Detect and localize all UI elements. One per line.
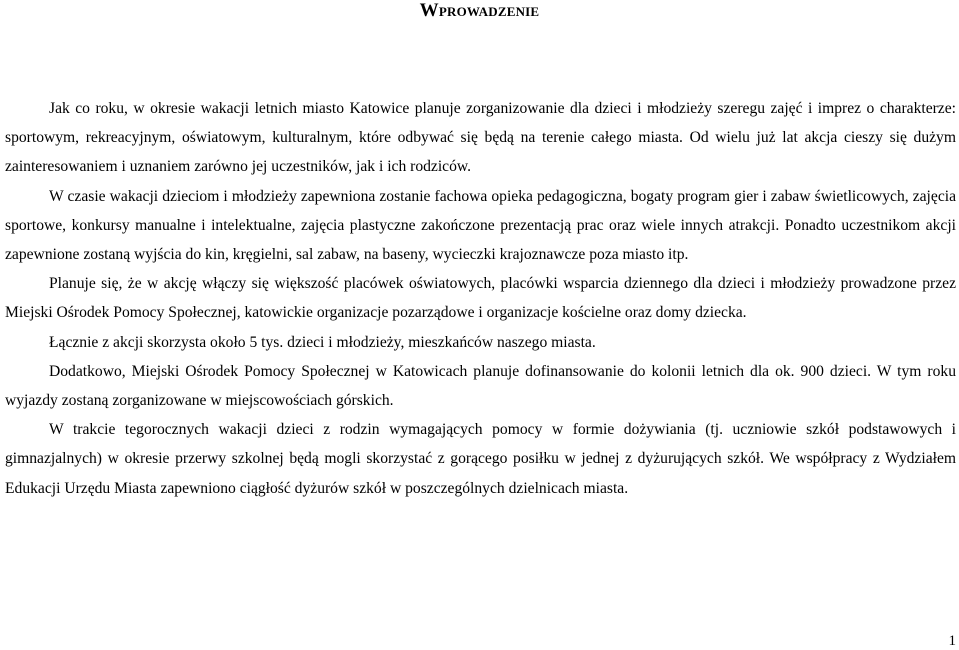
- paragraph-activities: W czasie wakacji dzieciom i młodzieży zapewniona zostanie fachowa opieka pedagogiczna, bogaty program gier i zabaw świetlicowych, zajęcia sportowe, konkursy manualne i intelektualne, zajęcia plastyczne zakończone prezentacją prac oraz wiele innych atrakcji. Ponadto uczestnikom akcji zapewnione zostaną wyjścia do kin, kręgielni, sal zabaw, na baseny, wycieczki krajoznawcze poza miasto itp.: [5, 187, 956, 264]
- paragraph-total: Łącznie z akcji skorzysta około 5 tys. dzieci i młodzieży, mieszkańców naszego miasta.: [49, 333, 596, 351]
- paragraph-participants: Planuje się, że w akcję włączy się większość placówek oświatowych, placówki wsparcia dziennego dla dzieci i młodzieży prowadzone przez Miejski Ośrodek Pomocy Społecznej, katowickie organizacje pozarządowe i organizacje kościelne oraz domy dziecka.: [5, 275, 956, 322]
- page-number: 1: [948, 633, 956, 649]
- paragraph-intro: Jak co roku, w okresie wakacji letnich miasto Katowice planuje zorganizowanie dla dzieci i młodzieży szeregu zajęć i imprez o charakterze: sportowym, rekreacyjnym, oświatowym, kulturalnym, które odbywać się będą na terenie całego miasta. Od wielu już lat akcja cieszy się dużym zainteresowaniem i uznaniem zarówno jej uczestników, jak i ich rodziców.: [5, 100, 956, 176]
- document-body: [5, 94, 956, 503]
- paragraph-colonies: Dodatkowo, Miejski Ośrodek Pomocy Społecznej w Katowicach planuje dofinansowanie do kolonii letnich dla ok. 900 dzieci. W tym roku wyjazdy zostaną zorganizowane w miejscowościach górskich.: [5, 362, 956, 410]
- paragraph-meals: W trakcie tegorocznych wakacji dzieci z rodzin wymagających pomocy w formie dożywiania (tj. uczniowie szkół podstawowych i gimnazjalnych) w okresie przerwy szkolnej będą mogli skorzystać z gorącego posiłku w jednej z dyżurujących szkół. We współpracy z Wydziałem Edukacji Urzędu Miasta zapewniono ciągłość dyżurów szkół w poszczególnych dzielnicach miasta.: [5, 421, 956, 497]
- page-title: Wprowadzenie: [419, 0, 540, 21]
